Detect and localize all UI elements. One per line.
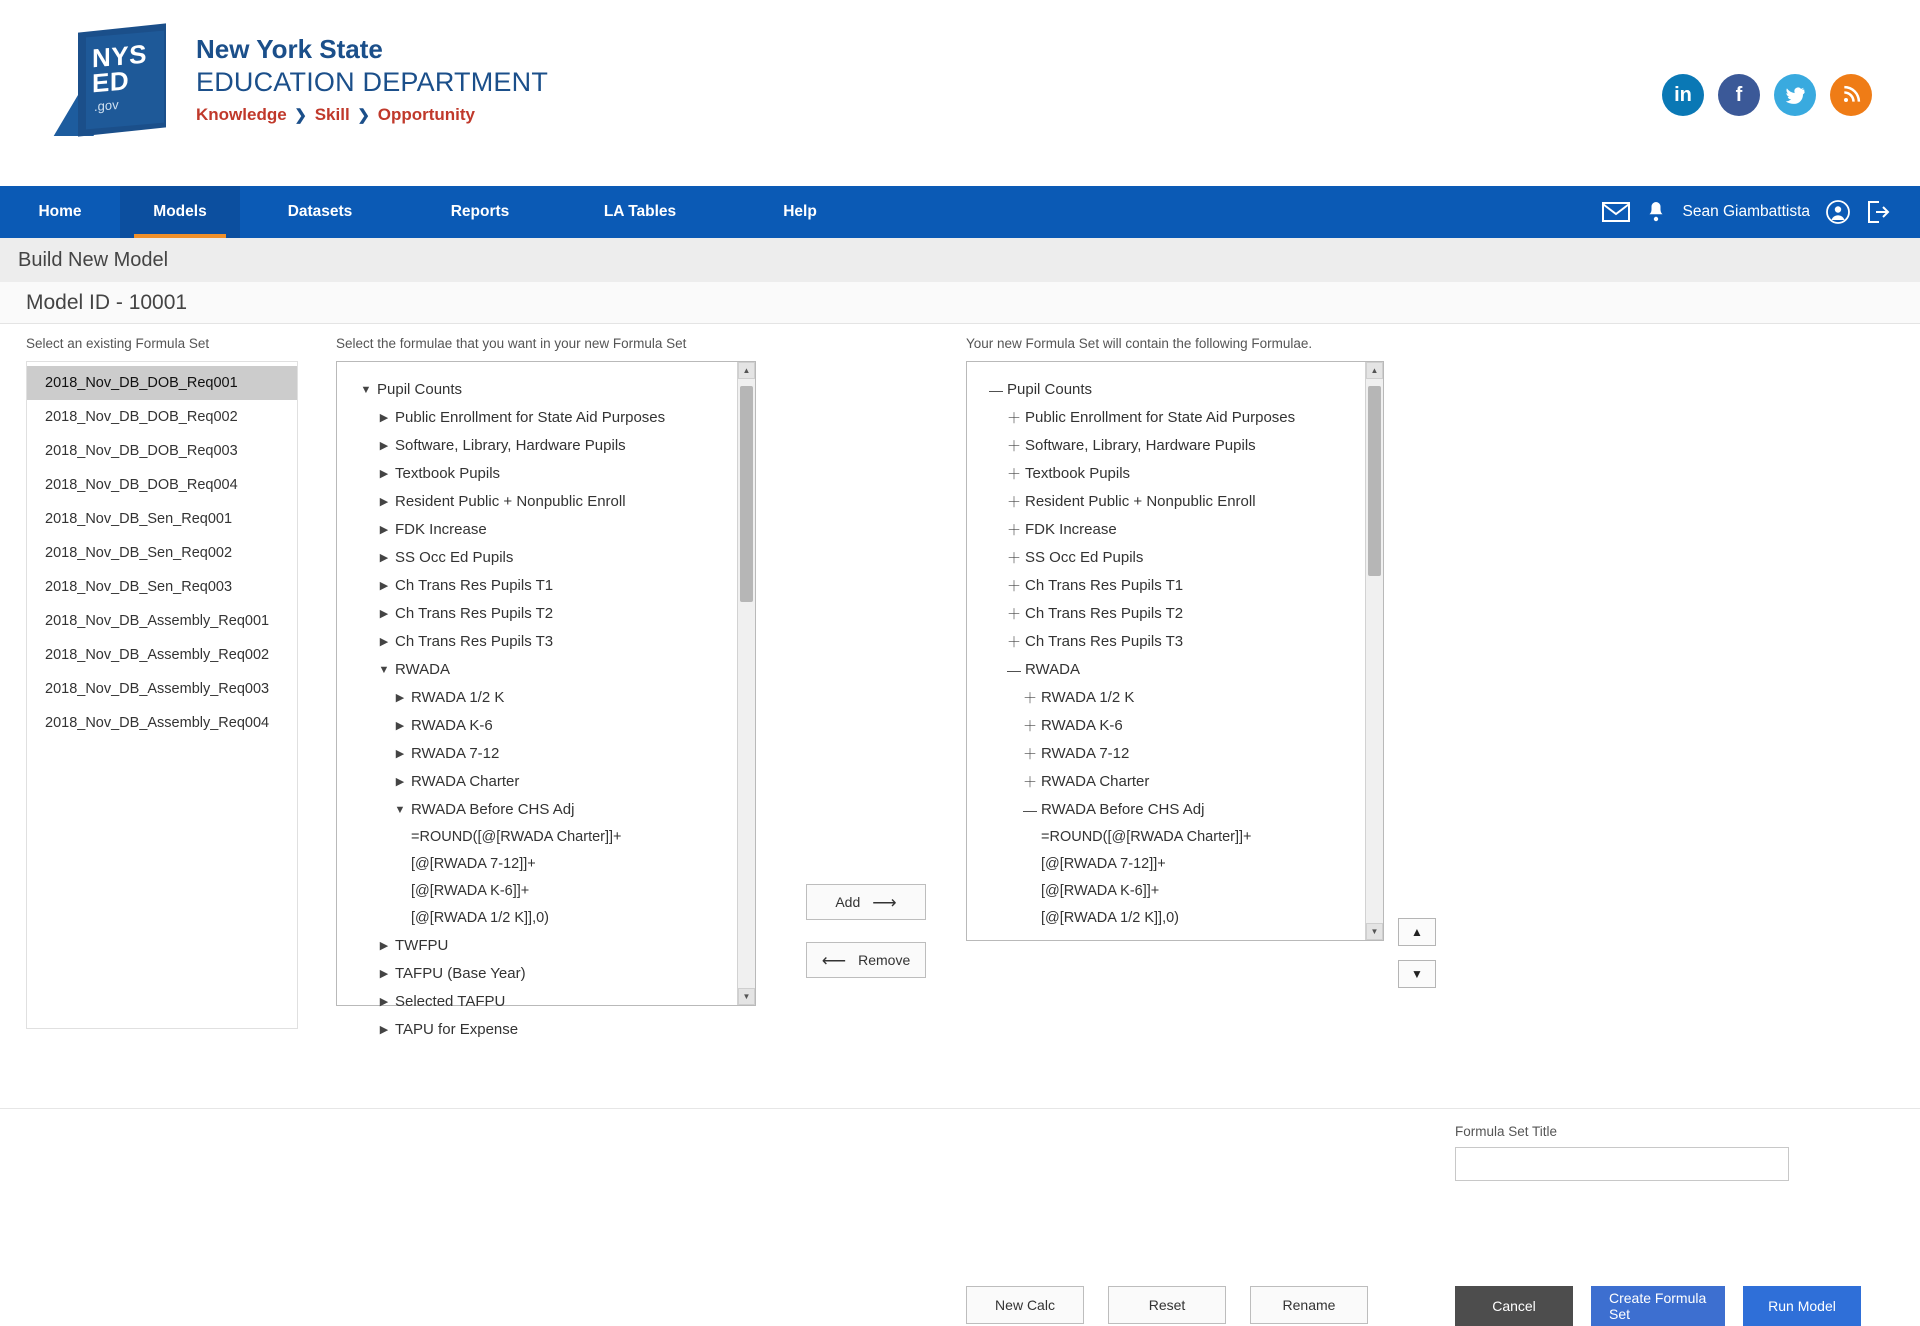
plus-icon[interactable]: ＋ (1023, 690, 1037, 706)
account-icon[interactable] (1826, 200, 1850, 224)
tree-node[interactable] (985, 740, 1375, 768)
reorder-buttons (1398, 918, 1436, 988)
tree-node-label: [@[RWADA 1/2 K]],0) (411, 910, 550, 926)
tree-node[interactable] (355, 796, 747, 824)
tree-node-label: Resident Public + Nonpublic Enroll (1025, 493, 1256, 510)
tagline-opportunity: Opportunity (377, 105, 475, 124)
caret-down-icon[interactable]: ▼ (378, 664, 390, 676)
tree-node-label: SS Occ Ed Pupils (1025, 549, 1144, 566)
tree-node[interactable] (355, 376, 747, 404)
tree-node-label: Ch Trans Res Pupils T3 (1025, 633, 1184, 650)
tree-node-label: SS Occ Ed Pupils (395, 549, 514, 566)
logo-mark-line1: NYS (92, 38, 147, 74)
list-item[interactable]: 2018_Nov_DB_Sen_Req001 (45, 511, 233, 527)
tree-node-label: Ch Trans Res Pupils T2 (395, 605, 554, 622)
scrollbar-thumb[interactable] (1368, 386, 1381, 576)
tree-node-label: [@[RWADA K-6]]+ (1041, 883, 1160, 899)
tree-node-label: RWADA Before CHS Adj (1041, 801, 1205, 818)
plus-icon[interactable]: ＋ (1007, 438, 1021, 454)
list-item[interactable]: 2018_Nov_DB_DOB_Req002 (45, 409, 238, 425)
tree-node[interactable] (355, 488, 747, 516)
logo-tagline (196, 105, 548, 125)
run-label: Run Model (1768, 1298, 1836, 1314)
arrow-right-icon: ⟶ (872, 892, 897, 912)
tree-node-label: RWADA (1025, 661, 1081, 678)
tree-node-label: RWADA Before CHS Adj (411, 801, 575, 818)
minus-icon[interactable]: — (1007, 662, 1021, 678)
tagline-skill: Skill (314, 105, 350, 124)
rss-icon[interactable] (1830, 74, 1872, 116)
run-model-button[interactable] (1743, 1286, 1861, 1326)
tree-node-label: Ch Trans Res Pupils T3 (395, 633, 554, 650)
tree-node[interactable] (355, 712, 747, 740)
chosen-actions (966, 1286, 1368, 1324)
tree-node[interactable] (355, 628, 747, 656)
tree-node[interactable] (355, 932, 747, 960)
available-formulae-column (336, 336, 756, 1038)
tree-node-label: RWADA K-6 (1041, 717, 1123, 734)
nav-label-datasets: Datasets (287, 203, 353, 220)
plus-icon[interactable]: ＋ (1007, 494, 1021, 510)
logo-wordmark (196, 24, 548, 125)
plus-icon[interactable]: ＋ (1007, 578, 1021, 594)
caret-right-icon[interactable]: ▶ (379, 524, 389, 536)
logo-dotgov: .gov (94, 96, 119, 115)
list-item[interactable]: 2018_Nov_DB_DOB_Req001 (27, 366, 297, 400)
tree-node-label: Pupil Counts (377, 381, 463, 398)
scroll-down-icon[interactable]: ▼ (738, 988, 755, 1005)
caret-right-icon[interactable]: ▶ (395, 748, 405, 760)
page-title-text: Build New Model (18, 248, 169, 271)
logo-title-line2: EDUCATION DEPARTMENT (196, 67, 549, 97)
tree-node[interactable] (985, 600, 1375, 628)
formula-set-title-group (1455, 1124, 1875, 1181)
rename-label: Rename (1282, 1297, 1336, 1313)
tree-node[interactable] (355, 960, 747, 988)
available-formulae-tree[interactable] (336, 361, 756, 1038)
tree-node-label: =ROUND([@[RWADA Charter]]+ (1041, 829, 1252, 845)
nav-label-models: Models (153, 203, 207, 220)
chevron-right-icon: ❯ (294, 107, 307, 124)
main-nav (0, 186, 1920, 238)
plus-icon[interactable]: ＋ (1007, 634, 1021, 650)
tagline-knowledge: Knowledge (196, 105, 287, 124)
tree-node[interactable] (355, 600, 747, 628)
twitter-icon[interactable] (1774, 74, 1816, 116)
plus-icon[interactable]: ＋ (1007, 466, 1021, 482)
tree-node-label: [@[RWADA 7-12]]+ (1041, 856, 1166, 872)
arrow-left-icon: ⟵ (821, 950, 847, 970)
tree-node-label: TAPU for Expense (395, 1021, 519, 1038)
tree-node[interactable] (355, 1016, 747, 1044)
plus-icon[interactable]: ＋ (1007, 550, 1021, 566)
facebook-icon[interactable] (1718, 74, 1760, 116)
nav-label-reports: Reports (450, 203, 510, 220)
mail-icon[interactable] (1602, 202, 1630, 222)
bell-icon[interactable] (1646, 201, 1666, 223)
new-calc-label: New Calc (995, 1297, 1055, 1313)
tree-node-label: FDK Increase (395, 521, 487, 538)
formula-set-title-input[interactable] (1455, 1147, 1789, 1181)
chevron-right-icon-2: ❯ (357, 107, 370, 124)
chosen-formulae-label: Your new Formula Set will contain the following Formulae. (966, 336, 1313, 351)
list-item[interactable]: 2018_Nov_DB_Sen_Req003 (45, 579, 233, 595)
list-item[interactable]: 2018_Nov_DB_DOB_Req004 (45, 477, 238, 493)
tree-node-label: RWADA 7-12 (411, 745, 500, 762)
scrollbar-thumb[interactable] (740, 386, 753, 602)
reset-label: Reset (1148, 1297, 1186, 1313)
tree-node[interactable] (985, 516, 1375, 544)
minus-icon[interactable]: — (989, 382, 1003, 398)
nav-item-la-tables[interactable] (560, 186, 720, 238)
cancel-label: Cancel (1492, 1298, 1536, 1314)
tree-node[interactable] (985, 544, 1375, 572)
tree-node-label: [@[RWADA 1/2 K]],0) (1041, 910, 1180, 926)
tree-node-label: RWADA 1/2 K (1041, 689, 1135, 706)
create-label: Create Formula Set (1609, 1290, 1707, 1322)
tree-node-label: RWADA 1/2 K (411, 689, 505, 706)
tree-formula-line[interactable] (985, 905, 1375, 932)
reset-button[interactable] (1108, 1286, 1226, 1324)
caret-right-icon[interactable]: ▶ (395, 720, 405, 732)
tree-node[interactable] (985, 404, 1375, 432)
tree-node-label: FDK Increase (1025, 521, 1117, 538)
minus-icon[interactable]: — (1023, 802, 1037, 818)
tree-formula-line[interactable] (355, 851, 747, 878)
new-calc-button[interactable] (966, 1286, 1084, 1324)
tree-node[interactable] (985, 656, 1375, 684)
list-item[interactable]: 2018_Nov_DB_Assembly_Req001 (45, 613, 270, 629)
caret-down-icon[interactable]: ▼ (394, 804, 406, 816)
list-item[interactable]: 2018_Nov_DB_DOB_Req003 (45, 443, 238, 459)
tree-formula-line[interactable] (355, 878, 747, 905)
tree-formula-line[interactable] (355, 824, 747, 851)
tree-node[interactable] (985, 376, 1375, 404)
nav-item-help[interactable] (720, 186, 880, 238)
tree-node-label: RWADA Charter (1041, 773, 1150, 790)
model-id (0, 282, 1920, 324)
tree-formula-line[interactable] (985, 878, 1375, 905)
tree-formula-line[interactable] (985, 824, 1375, 851)
caret-right-icon[interactable]: ▶ (379, 580, 389, 592)
move-up-button[interactable] (1398, 918, 1436, 946)
formula-sets-label: Select an existing Formula Set (26, 336, 210, 351)
tree-node[interactable] (355, 544, 747, 572)
tree-node-label: Selected TAFPU (395, 993, 506, 1010)
tree-node[interactable] (355, 404, 747, 432)
tree-node-label: Textbook Pupils (1025, 465, 1131, 482)
tree-node[interactable] (355, 432, 747, 460)
formula-sets-column (26, 336, 298, 1029)
footer-divider (0, 1108, 1920, 1124)
formula-sets-list[interactable] (26, 361, 298, 1029)
scroll-up-icon[interactable]: ▲ (1366, 362, 1383, 379)
caret-right-icon[interactable]: ▶ (395, 692, 405, 704)
tree-formula-line[interactable] (355, 905, 747, 932)
tree-node-label: [@[RWADA K-6]]+ (411, 883, 530, 899)
tree-node[interactable] (355, 516, 747, 544)
caret-right-icon[interactable]: ▶ (379, 996, 389, 1008)
scroll-up-icon[interactable]: ▲ (738, 362, 755, 379)
chosen-formulae-column (966, 336, 1384, 941)
user-name[interactable]: Sean Giambattista (1682, 203, 1810, 220)
nav-item-datasets[interactable] (240, 186, 400, 238)
tree-node-label: RWADA Charter (411, 773, 520, 790)
caret-right-icon[interactable]: ▶ (395, 776, 405, 788)
tree-node[interactable] (355, 768, 747, 796)
available-formulae-label: Select the formulae that you want in your new Formula Set (336, 336, 687, 351)
tree-node[interactable] (985, 628, 1375, 656)
nav-label-help: Help (783, 203, 817, 220)
linkedin-glyph: in (1674, 83, 1692, 106)
tree-node-label: [@[RWADA 7-12]]+ (411, 856, 536, 872)
tree-node-label: Public Enrollment for State Aid Purposes (395, 409, 666, 426)
tree-node[interactable] (985, 488, 1375, 516)
tree-node-label: Software, Library, Hardware Pupils (395, 437, 626, 454)
caret-right-icon[interactable]: ▶ (379, 608, 389, 620)
create-formula-set-button[interactable] (1591, 1286, 1725, 1326)
tree-node[interactable] (985, 712, 1375, 740)
tree-node-label: Pupil Counts (1007, 381, 1093, 398)
tree-node-label: RWADA K-6 (411, 717, 493, 734)
tree-node-label: TWFPU (395, 937, 449, 954)
plus-icon[interactable]: ＋ (1007, 522, 1021, 538)
caret-right-icon[interactable]: ▶ (379, 940, 389, 952)
nav-item-models[interactable] (120, 186, 240, 238)
facebook-glyph: f (1735, 83, 1743, 106)
chosen-formulae-tree[interactable] (966, 361, 1384, 941)
caret-right-icon[interactable]: ▶ (379, 412, 389, 424)
list-item[interactable]: 2018_Nov_DB_Assembly_Req002 (45, 647, 270, 663)
formula-set-title-label: Formula Set Title (1455, 1124, 1558, 1139)
linkedin-icon[interactable] (1662, 74, 1704, 116)
tree-node[interactable] (355, 460, 747, 488)
tree-node-label: Ch Trans Res Pupils T2 (1025, 605, 1184, 622)
nysed-logo[interactable] (58, 24, 548, 149)
add-button[interactable] (806, 884, 926, 920)
list-item[interactable]: 2018_Nov_DB_Assembly_Req004 (45, 715, 270, 731)
nav-label-home: Home (38, 203, 82, 220)
tree-node[interactable] (355, 740, 747, 768)
nav-label-la-tables: LA Tables (603, 203, 677, 220)
caret-down-icon[interactable]: ▼ (360, 384, 372, 396)
tree-node[interactable] (985, 460, 1375, 488)
tree-node[interactable] (355, 988, 747, 1016)
tree-node-label: Software, Library, Hardware Pupils (1025, 437, 1256, 454)
plus-icon[interactable]: ＋ (1023, 774, 1037, 790)
tree-node-label: Textbook Pupils (395, 465, 501, 482)
available-tree-items (337, 362, 755, 1048)
nysed-logo-mark (58, 24, 176, 149)
tree-node[interactable] (355, 572, 747, 600)
chosen-tree-items (967, 362, 1383, 936)
main-content (0, 324, 1920, 1322)
tree-formula-line[interactable] (985, 851, 1375, 878)
plus-icon[interactable]: ＋ (1007, 606, 1021, 622)
cancel-button[interactable] (1455, 1286, 1573, 1326)
tree-node[interactable] (985, 432, 1375, 460)
logout-icon[interactable] (1866, 201, 1890, 223)
tree-node-label: RWADA (395, 661, 451, 678)
tree-node[interactable] (985, 796, 1375, 824)
tree-node-label: Public Enrollment for State Aid Purposes (1025, 409, 1296, 426)
primary-actions (1455, 1286, 1861, 1326)
scroll-down-icon[interactable]: ▼ (1366, 923, 1383, 940)
add-button-label: Add (835, 894, 861, 910)
nav-item-reports[interactable] (400, 186, 560, 238)
social-links (1662, 74, 1872, 116)
nav-items (0, 186, 880, 238)
triangle-up-icon: ▲ (1411, 925, 1423, 939)
model-id-text: Model ID - 10001 (26, 290, 188, 314)
tree-node-label: Ch Trans Res Pupils T1 (1025, 577, 1184, 594)
tree-node-label: Resident Public + Nonpublic Enroll (395, 493, 626, 510)
site-header (0, 0, 1920, 186)
caret-right-icon[interactable]: ▶ (379, 968, 389, 980)
tree-node[interactable] (985, 768, 1375, 796)
triangle-down-icon: ▼ (1411, 967, 1423, 981)
available-tree-scrollbar[interactable] (737, 362, 755, 1005)
tree-node[interactable] (355, 656, 747, 684)
plus-icon[interactable]: ＋ (1007, 410, 1021, 426)
remove-button[interactable] (806, 942, 926, 978)
plus-icon[interactable]: ＋ (1023, 718, 1037, 734)
tree-node-label: TAFPU (Base Year) (395, 965, 526, 982)
tree-node[interactable] (355, 684, 747, 712)
page-title (0, 238, 1920, 282)
nav-item-home[interactable] (0, 186, 120, 238)
chosen-tree-scrollbar[interactable] (1365, 362, 1383, 940)
logo-title-line1: New York State (196, 34, 383, 64)
tree-node-label: RWADA 7-12 (1041, 745, 1130, 762)
list-item[interactable]: 2018_Nov_DB_Assembly_Req003 (45, 681, 270, 697)
tree-node-label: =ROUND([@[RWADA Charter]]+ (411, 829, 622, 845)
caret-right-icon[interactable]: ▶ (379, 496, 389, 508)
caret-right-icon[interactable]: ▶ (379, 440, 389, 452)
caret-right-icon[interactable]: ▶ (379, 468, 389, 480)
caret-right-icon[interactable]: ▶ (379, 552, 389, 564)
tree-node-label: Ch Trans Res Pupils T1 (395, 577, 554, 594)
rename-button[interactable] (1250, 1286, 1368, 1324)
tree-node[interactable] (985, 684, 1375, 712)
list-item[interactable]: 2018_Nov_DB_Sen_Req002 (45, 545, 233, 561)
caret-right-icon[interactable]: ▶ (379, 1024, 389, 1036)
tree-node[interactable] (985, 572, 1375, 600)
plus-icon[interactable]: ＋ (1023, 746, 1037, 762)
logo-mark-line2: ED (92, 65, 130, 99)
transfer-buttons (806, 884, 926, 978)
nav-user-area (1602, 186, 1890, 238)
caret-right-icon[interactable]: ▶ (379, 636, 389, 648)
move-down-button[interactable] (1398, 960, 1436, 988)
remove-button-label: Remove (858, 952, 911, 968)
